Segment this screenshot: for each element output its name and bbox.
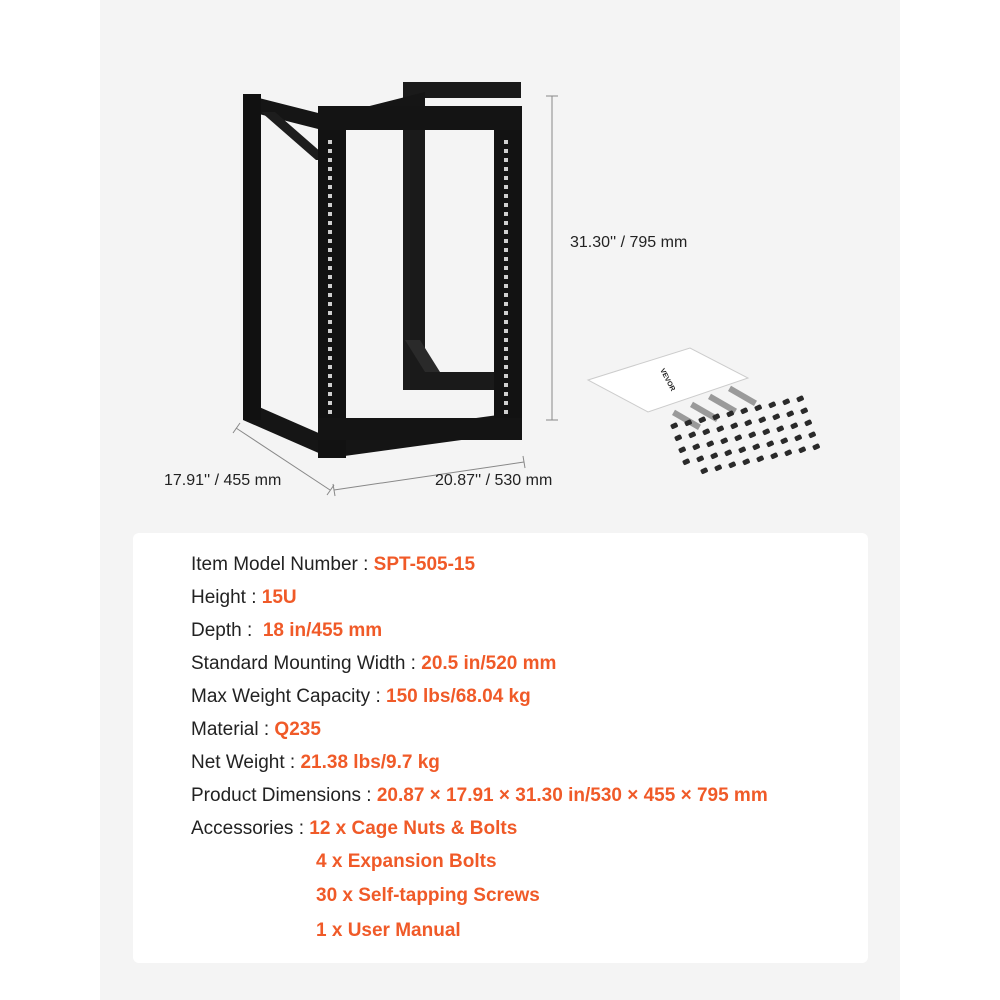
screw — [738, 446, 746, 453]
screw — [696, 455, 704, 462]
mounting-hole — [328, 320, 332, 324]
spec-row-material — [191, 719, 321, 741]
screw — [794, 434, 802, 441]
screw — [752, 443, 760, 450]
screw — [674, 434, 682, 441]
screw — [710, 452, 718, 459]
mounting-hole — [328, 230, 332, 234]
rack-top-beam — [318, 106, 522, 130]
mounting-hole — [328, 338, 332, 342]
spec-card — [133, 533, 868, 963]
screw — [800, 407, 808, 414]
screw — [716, 425, 724, 432]
spec-row-model — [191, 554, 475, 576]
mounting-hole — [504, 383, 508, 387]
width-dimension-label: 20.87'' / 530 mm — [435, 472, 553, 489]
mounting-hole — [504, 212, 508, 216]
mounting-hole — [504, 329, 508, 333]
screw — [796, 395, 804, 402]
mounting-hole — [504, 347, 508, 351]
mounting-hole — [328, 401, 332, 405]
mounting-hole — [504, 302, 508, 306]
spec-value: 20.87 × 17.91 × 31.30 in/530 × 455 × 795 mm — [376, 785, 768, 806]
accessory-item: 4 x Expansion Bolts — [316, 851, 497, 872]
mounting-hole — [328, 167, 332, 171]
mounting-hole — [504, 392, 508, 396]
screw — [700, 467, 708, 474]
spec-value: 15U — [261, 587, 297, 608]
mounting-hole — [504, 266, 508, 270]
mounting-hole — [504, 185, 508, 189]
spec-label: Net Weight : — [191, 752, 301, 773]
mounting-hole — [328, 347, 332, 351]
spec-label: Item Model Number : — [191, 554, 374, 575]
spec-row-mounting-width — [191, 653, 556, 675]
mounting-hole — [504, 140, 508, 144]
spec-label: Height : — [191, 587, 262, 608]
mounting-hole — [328, 194, 332, 198]
mounting-hole — [328, 392, 332, 396]
spec-label: Accessories : — [191, 818, 310, 839]
mounting-hole — [328, 212, 332, 216]
screw — [702, 428, 710, 435]
screw — [742, 458, 750, 465]
rack-bottom-beam — [318, 418, 522, 440]
mounting-hole — [504, 374, 508, 378]
mounting-hole — [504, 167, 508, 171]
mounting-hole — [328, 302, 332, 306]
mounting-hole — [328, 293, 332, 297]
mounting-hole — [328, 248, 332, 252]
mounting-hole — [504, 158, 508, 162]
spec-row-height — [191, 587, 297, 609]
screw — [748, 431, 756, 438]
spec-label: Max Weight Capacity : — [191, 686, 387, 707]
mounting-hole — [504, 203, 508, 207]
screw — [730, 422, 738, 429]
mounting-hole — [504, 230, 508, 234]
screw — [776, 425, 784, 432]
rack-side-rails — [243, 92, 520, 458]
screw — [766, 440, 774, 447]
mounting-hole — [504, 275, 508, 279]
spec-row-product-dimensions — [191, 785, 768, 807]
spec-value: 21.38 lbs/9.7 kg — [300, 752, 440, 773]
mounting-hole — [504, 356, 508, 360]
screw — [754, 404, 762, 411]
screw — [758, 416, 766, 423]
screw — [678, 446, 686, 453]
mounting-hole — [328, 203, 332, 207]
depth-dimension-label: 17.91'' / 455 mm — [164, 472, 282, 489]
mounting-hole — [504, 401, 508, 405]
expansion-bolt — [728, 386, 757, 406]
screw — [772, 413, 780, 420]
mounting-hole — [504, 365, 508, 369]
mounting-hole — [328, 410, 332, 414]
spec-label: Product Dimensions : — [191, 785, 377, 806]
screw — [706, 440, 714, 447]
spec-row-depth — [191, 620, 382, 642]
mounting-hole — [328, 374, 332, 378]
mounting-hole — [504, 410, 508, 414]
spec-label: Depth : — [191, 620, 258, 641]
screw — [734, 434, 742, 441]
screw — [688, 431, 696, 438]
mounting-hole — [328, 365, 332, 369]
screw — [724, 449, 732, 456]
mounting-hole — [504, 149, 508, 153]
screw — [812, 443, 820, 450]
screw — [768, 401, 776, 408]
mounting-hole — [328, 158, 332, 162]
mounting-hole — [328, 284, 332, 288]
spec-value: 150 lbs/68.04 kg — [386, 686, 531, 707]
accessory-item: 30 x Self-tapping Screws — [316, 885, 540, 906]
spec-row-net-weight — [191, 752, 440, 774]
screw — [762, 428, 770, 435]
svg-text:VEVOR: VEVOR — [658, 367, 676, 393]
mounting-hole — [504, 293, 508, 297]
mounting-hole — [328, 140, 332, 144]
screw — [808, 431, 816, 438]
spec-row-accessories — [191, 818, 517, 840]
mounting-hole — [328, 383, 332, 387]
screw — [744, 419, 752, 426]
spec-value: SPT-505-15 — [373, 554, 476, 575]
accessory-hardware — [670, 386, 820, 475]
screw — [756, 455, 764, 462]
mounting-hole — [328, 176, 332, 180]
screw — [804, 419, 812, 426]
mounting-hole — [328, 221, 332, 225]
mounting-hole — [504, 311, 508, 315]
spec-value: Q235 — [274, 719, 321, 740]
screw — [670, 422, 678, 429]
mounting-hole — [504, 248, 508, 252]
screw — [782, 398, 790, 405]
accessory-item: 1 x User Manual — [316, 920, 461, 941]
mounting-hole — [328, 356, 332, 360]
screw — [698, 416, 706, 423]
screw — [780, 437, 788, 444]
mounting-hole — [328, 185, 332, 189]
mounting-hole — [504, 320, 508, 324]
screw — [740, 407, 748, 414]
spec-label: Material : — [191, 719, 275, 740]
mounting-hole — [504, 239, 508, 243]
screw — [720, 437, 728, 444]
screw — [790, 422, 798, 429]
rack-left-upright — [243, 94, 261, 420]
mounting-hole — [504, 176, 508, 180]
screw — [786, 410, 794, 417]
screw — [784, 449, 792, 456]
mounting-hole — [328, 239, 332, 243]
height-dimension-label: 31.30'' / 795 mm — [570, 234, 688, 251]
spec-value: 20.5 in/520 mm — [421, 653, 557, 674]
mounting-hole — [328, 266, 332, 270]
mounting-hole — [328, 149, 332, 153]
screw — [728, 461, 736, 468]
screw — [798, 446, 806, 453]
mounting-hole — [504, 284, 508, 288]
mounting-hole — [504, 194, 508, 198]
mounting-hole — [328, 275, 332, 279]
mounting-hole — [328, 257, 332, 261]
spec-value: 12 x Cage Nuts & Bolts — [309, 818, 518, 839]
screw — [692, 443, 700, 450]
mounting-hole — [504, 257, 508, 261]
screw — [682, 458, 690, 465]
spec-label: Standard Mounting Width : — [191, 653, 422, 674]
mounting-hole — [504, 221, 508, 225]
mounting-hole — [328, 329, 332, 333]
spec-row-weight-capacity — [191, 686, 531, 708]
screw — [714, 464, 722, 471]
mounting-hole — [504, 338, 508, 342]
mounting-hole — [328, 311, 332, 315]
spec-value: 18 in/455 mm — [257, 620, 383, 641]
screw — [770, 452, 778, 459]
